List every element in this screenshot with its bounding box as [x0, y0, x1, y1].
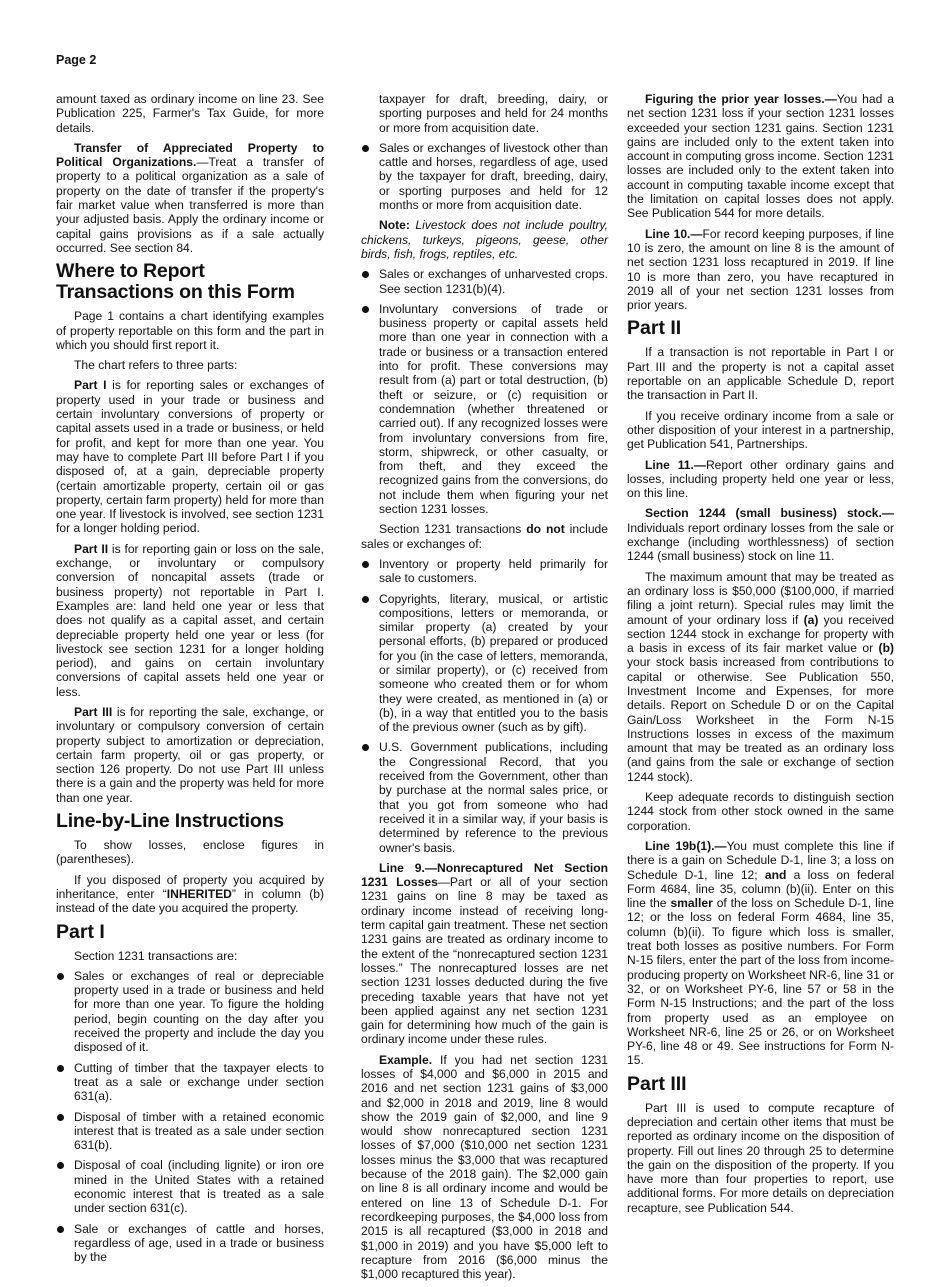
- line9-heading: Line 9.—Nonrecaptured Net Section 1231 Losses: [361, 860, 608, 890]
- part3-description: [56, 705, 324, 805]
- part1-text: is for reporting sales or exchanges of property used in your trade or business and certain involuntary conversions of property or capital assets used in a trade or business, or held for profit, and kept for more than one year. You may have to complete Part III before Part I if you disposed of, at a gain, depreciable property (certain amortizable property, certain oil or gas property, certain farm property) held for more than one year. If livestock is involved, see section 1231 for a longer holding period.: [56, 378, 325, 536]
- line19b-text-c: of the loss on Schedule D-1, line 12; or the loss on federal Form 4684, line 35, column (b)(ii). To figure which loss is smaller, treat both losses as positive numbers. For Form N-15 filers, enter the part of the loss from income-producing property on Worksheet NR-6, line 31 or 32, or on Worksheet PY-6, line 57 or 58 in the Form N-15 Instructions; and the part of the loss from property used as an employee on Worksheet NR-6, line 25 or 26, or on Worksheet PY-6, line 48 or 49. See instructions for Form N-15.: [627, 896, 895, 1068]
- example-label: Example.: [379, 1052, 433, 1067]
- inherited-keyword: INHERITED: [166, 886, 232, 901]
- intro-paragraph: amount taxed as ordinary income on line 23. See Publication 225, Farmer's Tax Guide, for more details.: [56, 92, 324, 135]
- list-item: Inventory or property held primarily for sale to customers.: [361, 557, 608, 586]
- max-label-b: (b): [878, 641, 894, 656]
- line19b-heading: Line 19b(1).—: [645, 838, 727, 853]
- section-1244-text: Individuals report ordinary losses from the sale or exchange (including worthlessness) of section 1244 (small business) stock on line 11.: [627, 520, 894, 564]
- continued-paragraph: taxpayer for draft, breeding, dairy, or sporting purposes and held for 24 months or more from acquisition date.: [379, 92, 608, 135]
- list-item: Disposal of coal (including lignite) or iron ore mined in the United States with a retained economic interest that is treated as a sale under section 631(c).: [56, 1158, 324, 1215]
- losses-paragraph: To show losses, enclose figures in (parentheses).: [56, 838, 324, 867]
- note-label: Note:: [379, 218, 410, 233]
- section-1231-intro: Section 1231 transactions are:: [74, 948, 238, 963]
- line19b-paragraph: [627, 839, 894, 1068]
- column-2: [361, 92, 608, 1287]
- inherited-paragraph: [56, 873, 324, 916]
- do-not-text-a: Section 1231 transactions: [379, 522, 527, 537]
- where-to-report-heading: Where to Report Transactions on this Form: [56, 260, 295, 304]
- part2-text: is for reporting gain or loss on the sale, exchange, or involuntary or compulsory conversion of noncapital assets (trade or business property) not reportable in Part I. Examples are: land held one year or less that does not qualify as a capital asset, and certain depreciable property held one year or less (for livestock see section 1231 for a longer holding period), and gains on certain involuntary conversions of capital assets held one year or less.: [56, 541, 324, 699]
- max-text-c: you received section 1244 stock in exchange for property with a basis in excess of its fair market value or: [627, 612, 895, 656]
- line19b-and: and: [764, 867, 787, 882]
- column-1: [56, 92, 324, 1270]
- prior-losses-text: You had a net section 1231 loss if your section 1231 losses exceeded your section 1231 gains. Section 1231 gains are included only to the extent taken into account in computing gross income. Section 1231 losses are included only to the extent taken into account in computing taxable income except that the limitation on capital losses does not apply. See Publication 544 for more details.: [627, 92, 894, 221]
- transactions-list-a: [361, 267, 608, 516]
- part1-description: [56, 378, 324, 535]
- transfer-paragraph: [56, 141, 324, 255]
- do-not-keyword: do not: [526, 522, 565, 537]
- part3-label: Part III: [74, 704, 113, 719]
- transfer-text: —Treat a transfer of property to a political organization as a sale of property on the date of transfer if the property's fair market value when transferred is more than your adjusted basis. Apply the ordinary income or capital gains provisions as if a sale actually occurred. See section 84.: [56, 155, 324, 255]
- line9-paragraph: [361, 861, 608, 1047]
- list-item: Cutting of timber that the taxpayer elects to treat as a sale or exchange under section 631(a).: [56, 1061, 324, 1104]
- part1-heading: Part I: [56, 920, 105, 943]
- where-paragraph-1: Page 1 contains a chart identifying examples of property reportable on this form and the part in which you should first report it.: [56, 309, 324, 352]
- where-paragraph-2: The chart refers to three parts:: [74, 358, 238, 373]
- section-1231-list: [56, 969, 324, 1265]
- list-item: Copyrights, literary, musical, or artistic compositions, letters or memoranda, or similar property (a) created by your personal efforts, (b) prepared or produced for you (in the case of letters, memoranda, or similar property), or (c) received from someone who created them or for whom they were created, as mentioned in (a) or (b), in a way that entitled you to the basis of the previous owner (such as by gift).: [361, 592, 608, 735]
- line11-paragraph: [627, 458, 894, 501]
- line10-paragraph: [627, 227, 894, 313]
- part2-paragraph-2: If you receive ordinary income from a sale or other disposition of your interest in a partnership, get Publication 541, Partnerships.: [627, 408, 894, 452]
- max-text-e: your stock basis increased from contributions to capital or otherwise. See Publication 550, Investment Income and Expenses, for more details. Report on Schedule D or on the Capital Gain/Loss Worksheet in the Form N-15 Instructions losses in excess of the maximum amount that may be treated as an ordinary loss (and gains from the sale or exchange of section 1244 stock).: [627, 655, 894, 784]
- line19b-smaller: smaller: [670, 896, 713, 911]
- prior-losses-heading: Figuring the prior year losses.—: [645, 92, 837, 106]
- transfer-heading: Transfer of Appreciated Property to Political Organizations.: [56, 140, 324, 170]
- list-item: Sale or exchanges of cattle and horses, regardless of age, used in a trade or business by the: [56, 1222, 324, 1265]
- note-paragraph: [361, 218, 608, 261]
- prior-losses-paragraph: [627, 92, 894, 221]
- part2-paragraph-1: If a transaction is not reportable in Part I or Part III and the property is not a capital asset reportable on an applicable Schedule D, report the transaction in Part II.: [627, 345, 894, 403]
- column-3: [627, 92, 894, 1221]
- max-label-a: (a): [803, 612, 819, 627]
- max-text-a: The maximum amount that may be treated as an ordinary loss is $50,000 ($100,000, if married filing a joint return). Special rules may limit the amount of your ordinary loss if: [627, 569, 894, 627]
- do-not-include-paragraph: [361, 522, 608, 551]
- line11-text: Report other ordinary gains and losses, including property held one year or less, on this line.: [627, 457, 894, 501]
- part2-heading: Part II: [627, 317, 682, 340]
- line-by-line-heading: Line-by-Line Instructions: [56, 810, 284, 833]
- do-not-text-c: include sales or exchanges of:: [361, 522, 609, 551]
- maximum-amount-paragraph: [627, 570, 894, 784]
- exclusions-list: [361, 557, 608, 855]
- line9-text: —Part or all of your section 1231 gains on line 8 may be taxed as ordinary income instead of receiving long-term capital gain treatment. These net section 1231 gains are treated as ordinary income to the extent of the “nonrecaptured section 1231 losses.” The nonrecaptured losses are net section 1231 losses deducted during the five preceding taxable years that have not yet been applied against any net section 1231 gain for determining how much of the gain is ordinary income under these rules.: [361, 875, 608, 1047]
- inherited-text-c: ” in column (b) instead of the date you acquired the property.: [56, 886, 324, 916]
- line19b-text-b: a loss on federal Form 4684, line 35, column (b)(ii). Enter on this line the: [627, 867, 895, 911]
- list-item: Sales or exchanges of real or depreciable property used in a trade or business and held for more than one year. To figure the holding period, begin counting on the day after you received the property and include the day you disposed of it.: [56, 969, 324, 1055]
- line10-heading: Line 10.—: [645, 226, 703, 241]
- example-text: If you had net section 1231 losses of $4,000 and $6,000 in 2015 and 2016 and net section 1231 gains of $3,000 and $2,000 in 2018 and 2019, line 8 would show the 2019 gain of $2,000, and line 9 would show nonrecaptured section 1231 losses of $7,000 ($10,000 net section 1231 losses minus the $3,000 that was recaptured because of the 2018 gain). The $2,000 gain on line 8 is all ordinary income and would be entered on line 13 of Schedule D-1. For recordkeeping purposes, the $4,000 loss from 2015 is all recaptured ($3,000 in 2018 and $1,000 in 2019) and you have $5,000 left to recapture from 2016 ($6,000 minus the $1,000 recaptured this year).: [361, 1052, 608, 1282]
- part3-text: is for reporting the sale, exchange, or involuntary or compulsory conversion of certain property subject to amortization or depreciation, certain farm property, oil or gas property, or section 126 property. Do not use Part III unless there is a gain and the property was held for more than one year.: [56, 704, 324, 805]
- part1-label: Part I: [74, 378, 107, 393]
- line11-heading: Line 11.—: [645, 457, 706, 472]
- records-paragraph: Keep adequate records to distinguish section 1244 stock from other stock owned in the same corporation.: [627, 790, 894, 833]
- note-text: Livestock does not include poultry, chickens, turkeys, pigeons, geese, other birds, fish, frogs, reptiles, etc.: [361, 218, 608, 261]
- part3-paragraph: Part III is used to compute recapture of depreciation and certain other items that must be reported as ordinary income on the disposition of property. Fill out lines 20 through 25 to determine the gain on the disposition of the property. If you have more than four properties to report, use additional forms. For more details on depreciation recapture, see Publication 544.: [627, 1100, 894, 1215]
- page-number: Page 2: [56, 53, 97, 67]
- section-1244-heading: Section 1244 (small business) stock.—: [645, 506, 894, 521]
- livestock-list: [361, 141, 608, 212]
- part2-label: Part II: [74, 541, 109, 556]
- list-item: Sales or exchanges of unharvested crops. See section 1231(b)(4).: [361, 267, 608, 296]
- line10-text: For record keeping purposes, if line 10 is zero, the amount on line 8 is the amount of net section 1231 loss recaptured in 2019. If line 10 is more than zero, you have recaptured in 2019 all of your net section 1231 losses from prior years.: [627, 226, 894, 313]
- list-item: Disposal of timber with a retained economic interest that is treated as a sale under section 631(b).: [56, 1110, 324, 1153]
- list-item: Sales or exchanges of livestock other than cattle and horses, regardless of age, used by the taxpayer for draft, breeding, dairy, or sporting purposes and held for 12 months or more from acquisition date.: [361, 141, 608, 212]
- example-paragraph: [361, 1053, 608, 1282]
- line19b-text-a: You must complete this line if there is a gain on Schedule D-1, line 3; a loss on Schedule D-1, line 12;: [627, 838, 895, 882]
- part3-heading: Part III: [627, 1072, 687, 1095]
- section-1244-paragraph: [627, 506, 894, 563]
- part2-description: [56, 542, 324, 699]
- list-item: Involuntary conversions of trade or business property or capital assets held more than one year in connection with a trade or business or a transaction entered into for profit. These conversions may result from (a) part or total destruction, (b) theft or seizure, or (c) requisition or condemnation (whether threatened or carried out). If any recognized losses were from involuntary conversions from fire, storm, shipwreck, or other casualty, or from theft, and they exceed the recognized gains from the conversions, do not include them when figuring your net section 1231 losses.: [361, 302, 608, 516]
- inherited-text-a: If you disposed of property you acquired by inheritance, enter “: [56, 872, 324, 901]
- list-item: U.S. Government publications, including the Congressional Record, that you received from the Government, other than by purchase at the normal sales price, or that you got from someone who had received it in a similar way, if your basis is determined by reference to the previous owner's basis.: [361, 740, 608, 854]
